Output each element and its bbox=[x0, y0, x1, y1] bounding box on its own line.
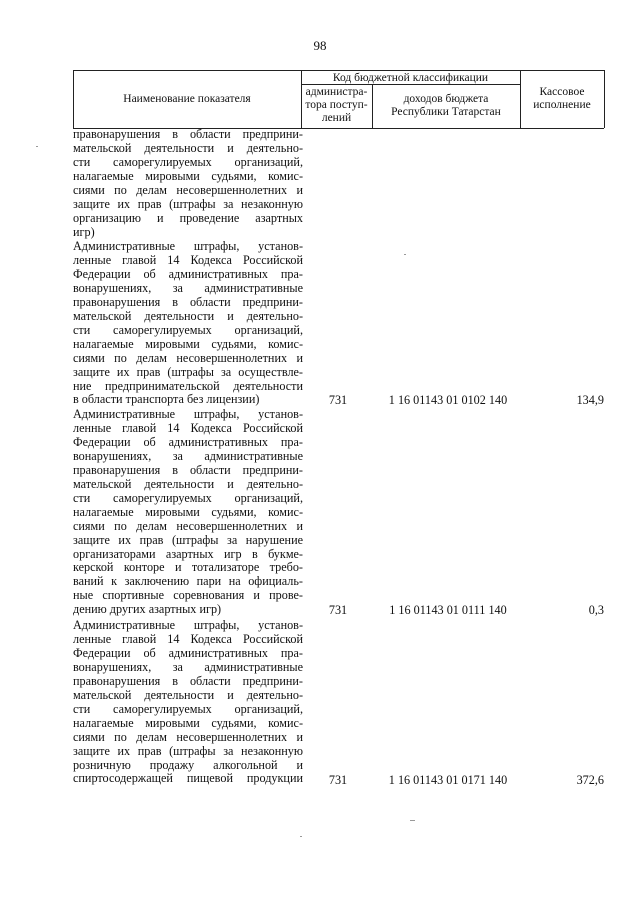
header-admin-column: администра- тора поступ- лений bbox=[305, 86, 368, 124]
table-row: правонарушения в области предприни- мательской деятельности и деятельно- сти саморегулируемых организаций, налагаемые мировыми судьями, комис- сиями по делам несовершеннолетних и защите их прав (штрафы за незаконную организацию и проведение азартных игр) bbox=[73, 127, 303, 239]
header-income-column: доходов бюджета Республики Татарстан bbox=[391, 93, 501, 118]
admin-code: 731 bbox=[328, 603, 348, 617]
scan-speck bbox=[404, 254, 406, 255]
income-code: 1 16 01143 01 0111 140 bbox=[389, 603, 507, 617]
header-cash-column: Кассовое исполнение bbox=[533, 86, 591, 111]
cash-amount: 372,6 bbox=[576, 773, 604, 787]
scan-speck bbox=[410, 820, 415, 821]
admin-code: 731 bbox=[328, 773, 348, 787]
table-row: Административные штрафы, установ- ленные главой 14 Кодекса Российской Федерации об административных пра- вонарушениях, за административные правонарушения в области предприни- мательской деятельности и деятельно- сти саморегулируемых организаций, налагаемые мировыми судьями, комис- сиями по делам несовершеннолетних и защите их прав (штрафы за осуществле- ние предпринимательской деятельности в области транспорта без лицензии) bbox=[73, 239, 303, 407]
header-right-border bbox=[604, 70, 605, 128]
header-code-group: Код бюджетной классификации bbox=[332, 72, 489, 84]
income-code: 1 16 01143 01 0102 140 bbox=[388, 393, 508, 407]
table-row: Административные штрафы, установ- ленные главой 14 Кодекса Российской Федерации об административных пра- вонарушениях, за административные правонарушения в области предприни- мательской деятельности и деятельно- сти саморегулируемых организаций, налагаемые мировыми судьями, комис- сиями по делам несовершеннолетних и защите их прав (штрафы за нарушение организаторами азартных игр в букме- керской конторе и тотализаторе требо- ваний к заключению пари на официаль- ные спортивные соревнования и прове- дению других азартных игр) bbox=[73, 407, 303, 617]
page-number: 98 bbox=[313, 38, 327, 53]
header-name-column: Наименование показателя bbox=[123, 93, 251, 105]
scan-speck bbox=[36, 146, 38, 147]
cash-amount: 0,3 bbox=[588, 603, 604, 617]
header-top-border bbox=[73, 70, 604, 71]
table-row: Административные штрафы, установ- ленные главой 14 Кодекса Российской Федерации об административных пра- вонарушениях, за административные правонарушения в области предприни- мательской деятельности и деятельно- сти саморегулируемых организаций, налагаемые мировыми судьями, комис- сиями по делам несовершеннолетних и защите их прав (штрафы за незаконную розничную продажу алкогольной и спиртосодержащей пищевой продукции bbox=[73, 618, 303, 786]
cash-amount: 134,9 bbox=[576, 393, 604, 407]
scan-speck bbox=[300, 836, 302, 837]
admin-code: 731 bbox=[328, 393, 348, 407]
income-code: 1 16 01143 01 0171 140 bbox=[388, 773, 508, 787]
